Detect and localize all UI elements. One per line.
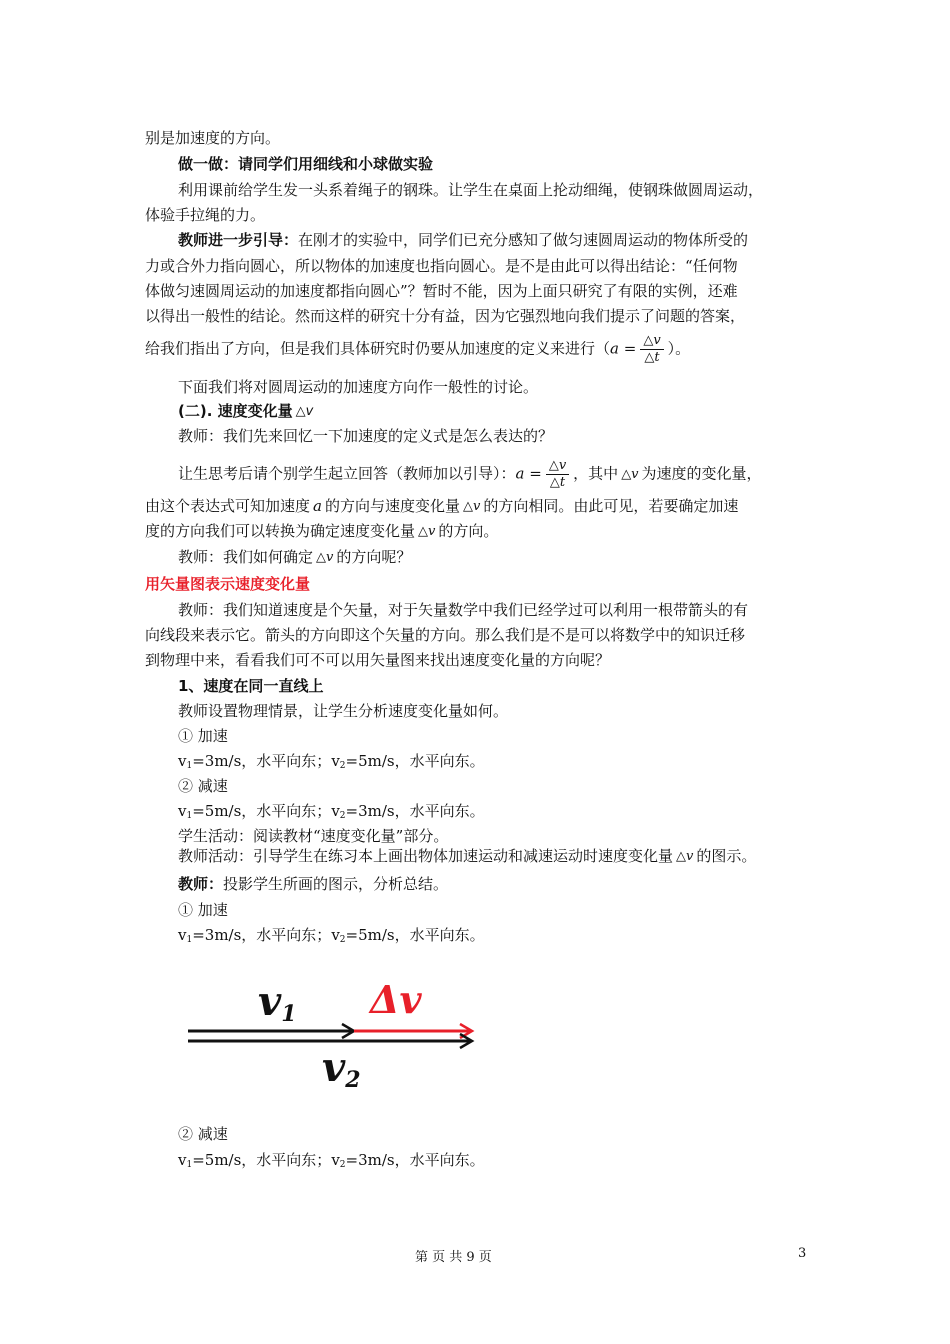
text-span: 给我们指出了方向，但是我们具体研究时仍要从加速度的定义来进行（ [145, 339, 611, 358]
speed-line [178, 751, 858, 776]
text-line: 别是加速度的方向。 [145, 129, 281, 147]
delta-v-symbol: △v [676, 849, 694, 864]
text-span: ）。 [667, 339, 691, 358]
delta-v-symbol: △v [316, 550, 334, 565]
text-line: 体做匀速圆周运动的加速度都指向圆心”？暂时不能，因为上面只研究了有限的实例，还难 [145, 282, 738, 300]
v1-symbol: v [178, 926, 187, 944]
v1-label-letter: v [258, 978, 282, 1025]
fraction-numerator: △v [640, 333, 663, 350]
v1-value: =5m/s，水平向东； [192, 802, 332, 820]
text-span: 在刚才的实验中，同学们已充分感知了做匀速圆周运动的物体所受的 [298, 231, 749, 249]
v2-subscript: 2 [339, 811, 346, 821]
v1-subscript: 1 [186, 761, 193, 771]
fraction-dv-dt [546, 458, 569, 491]
text-line: 下面我们将对圆周运动的加速度方向作一般性的讨论。 [178, 378, 539, 396]
v2-symbol: v [331, 926, 340, 944]
v2-subscript: 2 [339, 935, 346, 945]
delta-v-label: Δv [370, 977, 422, 1022]
footer-page-number: 3 [798, 1246, 807, 1261]
text-span: 度的方向我们可以转换为确定速度变化量 [145, 522, 416, 540]
case-label: ① 加速 [178, 727, 228, 745]
v2-label-letter: v [322, 1044, 346, 1090]
text-span: 的方向相同。由此可见，若要确定加速 [483, 497, 739, 515]
text-line [178, 846, 858, 867]
text-line: 教师设置物理情景，让学生分析速度变化量如何。 [178, 702, 509, 720]
text-span: 投影学生所画的图示，分析总结。 [223, 875, 449, 893]
v2-symbol: v [331, 1151, 340, 1169]
v2-value: =3m/s，水平向东。 [345, 802, 485, 820]
text-span: 的图示。 [696, 847, 757, 865]
case-label: ② 减速 [178, 777, 228, 795]
v1-subscript: 1 [186, 811, 193, 821]
math-eq: = [529, 464, 542, 483]
v2-value: =5m/s，水平向东。 [345, 752, 485, 770]
speed-line [178, 801, 858, 826]
fraction-numerator: △v [546, 458, 569, 475]
v1-label-sub: 1 [281, 1001, 297, 1027]
red-subheading: 用矢量图表示速度变化量 [145, 575, 311, 593]
v1-value: =3m/s，水平向东； [192, 752, 332, 770]
section-heading-text: (二). 速度变化量 [178, 402, 293, 420]
text-line [178, 547, 858, 568]
text-span: 由这个表达式可知加速度 [145, 497, 311, 515]
footer-page-text: 第 页 共 9 页 [415, 1250, 492, 1265]
activity-heading: 做一做：请同学们用细线和小球做实验 [178, 155, 434, 173]
v1-value: =3m/s，水平向东； [192, 926, 332, 944]
text-line: 教师：我们先来回忆一下加速度的定义式是怎么表达的？ [178, 427, 554, 445]
text-line: 到物理中来，看看我们可不可以用矢量图来找出速度变化量的方向呢？ [145, 651, 611, 669]
fraction-denominator: △t [549, 475, 566, 490]
math-a: a [515, 464, 525, 483]
text-span: 为速度的变化量， [641, 464, 762, 483]
v1-symbol: v [178, 802, 187, 820]
text-line [178, 874, 858, 894]
text-span: 的方向。 [438, 522, 499, 540]
v2-value: =5m/s，水平向东。 [345, 926, 485, 944]
delta-v-symbol: △v [621, 466, 639, 482]
teacher-guide-label: 教师进一步引导： [178, 231, 299, 249]
text-line: 教师：我们知道速度是个矢量，对于矢量数学中我们已经学过可以利用一根带箭头的有 [178, 601, 749, 619]
case-label: ② 减速 [178, 1125, 228, 1143]
case-label: ① 加速 [178, 901, 228, 919]
v1-value: =5m/s，水平向东； [192, 1151, 332, 1169]
text-line: 力或合外力指向圆心，所以物体的加速度也指向圆心。是不是由此可以得出结论：“任何物 [145, 257, 738, 275]
text-line: 体验手拉绳的力。 [145, 206, 266, 224]
delta-v-symbol: △v [418, 524, 436, 539]
text-line [178, 230, 858, 250]
v2-subscript: 2 [339, 1160, 346, 1170]
v2-label-sub: 2 [345, 1067, 361, 1090]
v2-symbol: v [331, 802, 340, 820]
vector-diagram [180, 975, 500, 1090]
text-span: ，其中 [573, 464, 619, 483]
text-line: 向线段来表示它。箭头的方向即这个矢量的方向。那么我们是不是可以将数学中的知识迁移 [145, 626, 746, 644]
delta-v-symbol: △v [462, 499, 481, 514]
math-a: a [610, 339, 619, 358]
item-heading: 1、速度在同一直线上 [178, 677, 324, 695]
speed-line [178, 1150, 858, 1175]
math-a: a [313, 497, 322, 515]
text-line: 利用课前给学生发一头系着绳子的钢珠。让学生在桌面上抡动细绳，使钢珠做圆周运动， [178, 181, 764, 199]
text-span: 的方向与速度变化量 [324, 497, 460, 515]
text-line-with-formula [178, 458, 858, 491]
v2-label [322, 1044, 361, 1090]
v2-subscript: 2 [339, 761, 346, 771]
v1-label [258, 978, 297, 1027]
v2-value: =3m/s，水平向东。 [345, 1151, 485, 1169]
section-heading [178, 401, 858, 422]
text-line [145, 496, 825, 517]
v1-subscript: 1 [186, 1160, 193, 1170]
math-eq: = [623, 339, 637, 358]
v1-subscript: 1 [186, 935, 193, 945]
v2-symbol: v [331, 752, 340, 770]
text-span: 让生思考后请个别学生起立回答（教师加以引导）： [178, 464, 516, 483]
text-line: 以得出一般性的结论。然而这样的研究十分有益，因为它强烈地向我们提示了问题的答案， [145, 307, 746, 325]
text-line-with-formula [145, 333, 825, 366]
fraction-denominator: △t [644, 350, 660, 365]
fraction-dv-dt [640, 333, 663, 366]
v1-symbol: v [178, 752, 187, 770]
text-line [145, 521, 825, 542]
text-span: 教师：我们如何确定 [178, 548, 314, 566]
teacher-label: 教师： [178, 875, 224, 893]
text-span: 教师活动：引导学生在练习本上画出物体加速运动和减速运动时速度变化量 [178, 847, 674, 865]
delta-v-symbol: △v [295, 403, 314, 419]
text-span: 的方向呢？ [336, 548, 412, 566]
speed-line [178, 925, 858, 950]
v1-symbol: v [178, 1151, 187, 1169]
text-line: 学生活动：阅读教材“速度变化量”部分。 [178, 827, 449, 845]
